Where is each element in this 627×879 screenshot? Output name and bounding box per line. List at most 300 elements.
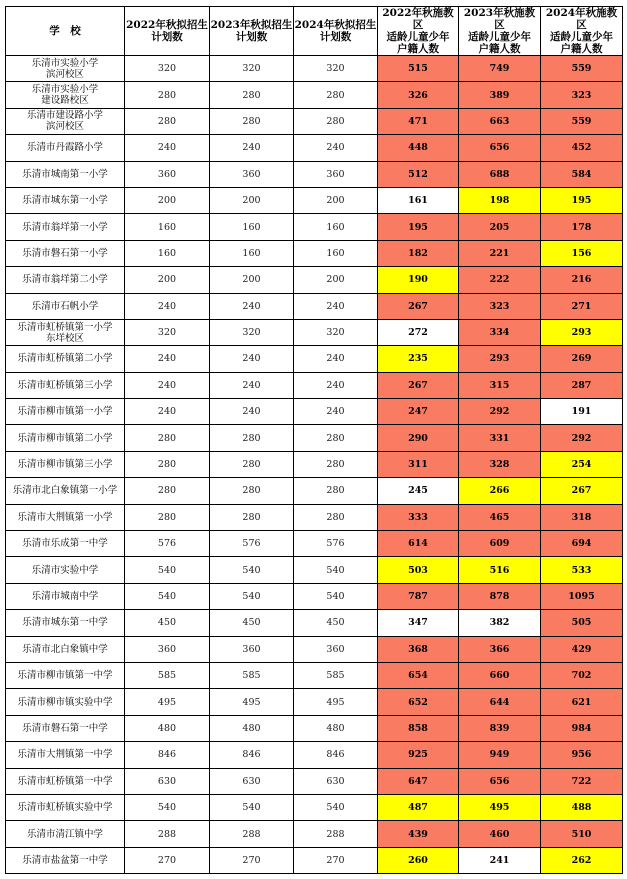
plan-2024-cell: 540 — [294, 583, 378, 609]
header-text: 2022年秋施教区 — [382, 7, 454, 31]
enrollment-2024-cell: 318 — [541, 504, 623, 530]
enrollment-2022-cell: 787 — [378, 583, 459, 609]
school-name: 乐清市磐石第一小学 — [22, 247, 108, 259]
school-name: 乐清市实验小学 — [31, 84, 99, 96]
enrollment-2023-cell: 266 — [459, 478, 541, 504]
plan-2024-cell: 200 — [294, 187, 378, 213]
enrollment-2023-cell: 241 — [459, 847, 541, 873]
plan-2022-cell: 450 — [125, 610, 210, 636]
enrollment-2022-cell: 471 — [378, 108, 459, 134]
enrollment-2024-cell: 488 — [541, 794, 623, 820]
plan-2022-cell: 240 — [125, 135, 210, 161]
table-row — [6, 399, 623, 425]
enrollment-2023-cell: 460 — [459, 821, 541, 847]
enrollment-2023-cell: 660 — [459, 662, 541, 688]
plan-2023-cell: 200 — [210, 267, 294, 293]
enrollment-2024-cell: 178 — [541, 214, 623, 240]
plan-2024-cell: 288 — [294, 821, 378, 847]
header-text: 2023年秋拟招生 — [210, 19, 293, 31]
school-name: 乐清市柳市镇第一小学 — [17, 406, 113, 418]
plan-2024-cell: 495 — [294, 689, 378, 715]
header-text: 计划数 — [151, 31, 183, 43]
plan-2022-cell: 360 — [125, 161, 210, 187]
school-name: 东垟校区 — [45, 332, 84, 344]
enrollment-2023-cell: 198 — [459, 187, 541, 213]
enrollment-2022-cell: 439 — [378, 821, 459, 847]
school-name-cell — [6, 267, 125, 293]
plan-2023-cell: 540 — [210, 794, 294, 820]
header-text: 2022年秋拟招生 — [126, 19, 208, 31]
plan-2024-cell: 630 — [294, 768, 378, 794]
enrollment-2023-cell: 222 — [459, 267, 541, 293]
enrollment-2023-cell: 205 — [459, 214, 541, 240]
enrollment-2022-cell: 161 — [378, 187, 459, 213]
table-row — [6, 715, 623, 741]
enrollment-2022-cell: 195 — [378, 214, 459, 240]
school-name: 乐清市柳市镇第三小学 — [17, 459, 113, 471]
plan-2024-cell: 240 — [294, 293, 378, 319]
plan-2023-cell: 240 — [210, 293, 294, 319]
plan-2024-cell: 450 — [294, 610, 378, 636]
plan-2022-cell: 360 — [125, 636, 210, 662]
table-row — [6, 135, 623, 161]
enrollment-2022-cell: 235 — [378, 346, 459, 372]
header-enrollment-2024 — [541, 7, 623, 56]
plan-2023-cell: 630 — [210, 768, 294, 794]
table-header — [6, 7, 623, 56]
plan-2023-cell: 480 — [210, 715, 294, 741]
table-row — [6, 531, 623, 557]
school-name: 乐清市盐盆第一中学 — [22, 854, 108, 866]
plan-2023-cell: 280 — [210, 425, 294, 451]
plan-2024-cell: 280 — [294, 478, 378, 504]
enrollment-2023-cell: 328 — [459, 451, 541, 477]
school-name-cell — [6, 742, 125, 768]
table-row — [6, 478, 623, 504]
table-row — [6, 372, 623, 398]
enrollment-2022-cell: 448 — [378, 135, 459, 161]
enrollment-2022-cell: 347 — [378, 610, 459, 636]
school-name: 乐清市柳市镇第一中学 — [17, 670, 113, 682]
plan-2024-cell: 540 — [294, 794, 378, 820]
enrollment-2024-cell: 191 — [541, 399, 623, 425]
header-text: 户籍人数 — [397, 43, 439, 55]
school-name-cell — [6, 82, 125, 108]
plan-2022-cell: 495 — [125, 689, 210, 715]
enrollment-2024-cell: 722 — [541, 768, 623, 794]
enrollment-2022-cell: 515 — [378, 56, 459, 82]
table-row — [6, 847, 623, 873]
plan-2022-cell: 280 — [125, 425, 210, 451]
enrollment-2024-cell: 452 — [541, 135, 623, 161]
header-text: 2024年秋拟招生 — [294, 19, 377, 31]
school-name-cell — [6, 108, 125, 134]
school-name: 乐清市虹桥镇第三小学 — [17, 379, 113, 391]
enrollment-2023-cell: 366 — [459, 636, 541, 662]
enrollment-2022-cell: 503 — [378, 557, 459, 583]
school-name-cell — [6, 346, 125, 372]
table-row — [6, 82, 623, 108]
plan-2022-cell: 288 — [125, 821, 210, 847]
table-row — [6, 161, 623, 187]
school-name: 滨河校区 — [45, 68, 84, 80]
enrollment-2024-cell: 559 — [541, 56, 623, 82]
school-name-cell — [6, 531, 125, 557]
enrollment-2022-cell: 858 — [378, 715, 459, 741]
plan-2024-cell: 200 — [294, 267, 378, 293]
table-row — [6, 267, 623, 293]
enrollment-2023-cell: 656 — [459, 135, 541, 161]
plan-2023-cell: 320 — [210, 56, 294, 82]
table-row — [6, 583, 623, 609]
plan-2022-cell: 200 — [125, 267, 210, 293]
table-row — [6, 742, 623, 768]
enrollment-2022-cell: 652 — [378, 689, 459, 715]
table-row — [6, 689, 623, 715]
enrollment-2022-cell: 512 — [378, 161, 459, 187]
plan-2023-cell: 288 — [210, 821, 294, 847]
table-row — [6, 636, 623, 662]
school-name: 乐清市虹桥镇第一小学 — [17, 321, 113, 333]
header-text: 学 校 — [49, 25, 81, 37]
enrollment-2024-cell: 956 — [541, 742, 623, 768]
school-name: 乐清市城东第一小学 — [22, 195, 108, 207]
enrollment-2023-cell: 465 — [459, 504, 541, 530]
table-row — [6, 240, 623, 266]
plan-2022-cell: 630 — [125, 768, 210, 794]
enrollment-2023-cell: 749 — [459, 56, 541, 82]
header-enrollment-2022 — [378, 7, 459, 56]
enrollment-2023-cell: 688 — [459, 161, 541, 187]
school-name: 乐清市石帆小学 — [31, 300, 99, 312]
school-name: 乐清市实验中学 — [31, 564, 99, 576]
table-row — [6, 187, 623, 213]
school-name-cell — [6, 451, 125, 477]
school-name-cell — [6, 372, 125, 398]
school-name: 乐清市乐成第一中学 — [22, 538, 108, 550]
plan-2024-cell: 160 — [294, 240, 378, 266]
enrollment-2024-cell: 156 — [541, 240, 623, 266]
school-name: 乐清市城南第一小学 — [22, 168, 108, 180]
enrollment-2022-cell: 290 — [378, 425, 459, 451]
school-name: 乐清市虹桥镇实验中学 — [17, 802, 113, 814]
enrollment-2024-cell: 292 — [541, 425, 623, 451]
table-row — [6, 821, 623, 847]
enrollment-2022-cell: 925 — [378, 742, 459, 768]
enrollment-2024-cell: 984 — [541, 715, 623, 741]
enrollment-2024-cell: 559 — [541, 108, 623, 134]
enrollment-2022-cell: 326 — [378, 82, 459, 108]
table-row — [6, 768, 623, 794]
plan-2023-cell: 576 — [210, 531, 294, 557]
plan-2024-cell: 360 — [294, 161, 378, 187]
enrollment-2024-cell: 323 — [541, 82, 623, 108]
enrollment-2024-cell: 510 — [541, 821, 623, 847]
header-text: 计划数 — [235, 31, 268, 43]
enrollment-2024-cell: 429 — [541, 636, 623, 662]
enrollment-2024-cell: 694 — [541, 531, 623, 557]
enrollment-2023-cell: 293 — [459, 346, 541, 372]
school-name-cell — [6, 399, 125, 425]
plan-2023-cell: 320 — [210, 319, 294, 345]
plan-2022-cell: 540 — [125, 794, 210, 820]
enrollment-2024-cell: 216 — [541, 267, 623, 293]
enrollment-2023-cell: 663 — [459, 108, 541, 134]
plan-2023-cell: 240 — [210, 399, 294, 425]
enrollment-2023-cell: 334 — [459, 319, 541, 345]
header-text: 2023年秋施教区 — [463, 7, 536, 31]
enrollment-2024-cell: 505 — [541, 610, 623, 636]
header-enrollment-2023 — [459, 7, 541, 56]
enrollment-2022-cell: 245 — [378, 478, 459, 504]
school-name-cell — [6, 135, 125, 161]
school-name-cell — [6, 425, 125, 451]
plan-2023-cell: 200 — [210, 187, 294, 213]
plan-2022-cell: 540 — [125, 583, 210, 609]
school-name-cell — [6, 794, 125, 820]
enrollment-2023-cell: 331 — [459, 425, 541, 451]
plan-2023-cell: 280 — [210, 451, 294, 477]
plan-2024-cell: 280 — [294, 451, 378, 477]
school-name: 滨河校区 — [45, 121, 84, 133]
enrollment-2023-cell: 221 — [459, 240, 541, 266]
plan-2024-cell: 240 — [294, 399, 378, 425]
school-name: 乐清市翁垟第一小学 — [22, 221, 108, 233]
school-name-cell — [6, 187, 125, 213]
plan-2024-cell: 240 — [294, 135, 378, 161]
plan-2023-cell: 450 — [210, 610, 294, 636]
plan-2024-cell: 280 — [294, 504, 378, 530]
enrollment-2024-cell: 269 — [541, 346, 623, 372]
school-name-cell — [6, 319, 125, 345]
header-text: 户籍人数 — [478, 43, 521, 55]
school-name-cell — [6, 240, 125, 266]
school-name: 乐清市虹桥镇第一中学 — [17, 775, 113, 787]
plan-2024-cell: 280 — [294, 425, 378, 451]
enrollment-2022-cell: 647 — [378, 768, 459, 794]
enrollment-2024-cell: 254 — [541, 451, 623, 477]
plan-2024-cell: 585 — [294, 662, 378, 688]
plan-2024-cell: 846 — [294, 742, 378, 768]
enrollment-2023-cell: 315 — [459, 372, 541, 398]
plan-2023-cell: 495 — [210, 689, 294, 715]
table-row — [6, 504, 623, 530]
school-name: 建设路校区 — [41, 95, 89, 107]
school-name: 乐清市大荆镇第一小学 — [17, 511, 113, 523]
plan-2022-cell: 320 — [125, 56, 210, 82]
plan-2023-cell: 160 — [210, 214, 294, 240]
school-name: 乐清市磐石第一中学 — [22, 722, 108, 734]
plan-2022-cell: 160 — [125, 240, 210, 266]
enrollment-2024-cell: 267 — [541, 478, 623, 504]
enrollment-2022-cell: 247 — [378, 399, 459, 425]
plan-2022-cell: 240 — [125, 346, 210, 372]
school-name-cell — [6, 636, 125, 662]
table-row — [6, 214, 623, 240]
school-name: 乐清市柳市镇第二小学 — [17, 432, 113, 444]
plan-2023-cell: 240 — [210, 135, 294, 161]
enrollment-2023-cell: 292 — [459, 399, 541, 425]
plan-2023-cell: 280 — [210, 82, 294, 108]
table-row — [6, 319, 623, 345]
school-name: 乐清市北白象镇中学 — [22, 643, 108, 655]
school-name-cell — [6, 689, 125, 715]
enrollment-2023-cell: 389 — [459, 82, 541, 108]
school-name-cell — [6, 847, 125, 873]
plan-2023-cell: 846 — [210, 742, 294, 768]
school-name-cell — [6, 161, 125, 187]
enrollment-2023-cell: 644 — [459, 689, 541, 715]
header-text: 适龄儿童少年 — [550, 31, 613, 43]
school-name: 乐清市城南中学 — [31, 591, 99, 602]
header-plan-2024 — [294, 7, 378, 56]
table-row — [6, 56, 623, 82]
plan-2023-cell: 280 — [210, 504, 294, 530]
plan-2022-cell: 585 — [125, 662, 210, 688]
plan-2022-cell: 200 — [125, 187, 210, 213]
school-name-cell — [6, 214, 125, 240]
enrollment-2022-cell: 487 — [378, 794, 459, 820]
header-text: 户籍人数 — [560, 43, 603, 55]
enrollment-2022-cell: 272 — [378, 319, 459, 345]
school-name-cell — [6, 768, 125, 794]
school-name-cell — [6, 56, 125, 82]
plan-2022-cell: 240 — [125, 293, 210, 319]
plan-2022-cell: 280 — [125, 478, 210, 504]
table-row — [6, 108, 623, 134]
plan-2024-cell: 280 — [294, 108, 378, 134]
table-row — [6, 610, 623, 636]
plan-2022-cell: 320 — [125, 319, 210, 345]
school-name-cell — [6, 610, 125, 636]
school-name: 乐清市建设路小学 — [26, 110, 103, 122]
table-body — [6, 56, 623, 874]
enrollment-2023-cell: 878 — [459, 583, 541, 609]
enrollment-2022-cell: 260 — [378, 847, 459, 873]
plan-2023-cell: 160 — [210, 240, 294, 266]
plan-2023-cell: 270 — [210, 847, 294, 873]
school-name-cell — [6, 662, 125, 688]
plan-2024-cell: 576 — [294, 531, 378, 557]
table-row — [6, 557, 623, 583]
plan-2023-cell: 240 — [210, 346, 294, 372]
table-row — [6, 293, 623, 319]
enrollment-2023-cell: 839 — [459, 715, 541, 741]
plan-2023-cell: 540 — [210, 557, 294, 583]
plan-2022-cell: 280 — [125, 504, 210, 530]
enrollment-2022-cell: 182 — [378, 240, 459, 266]
plan-2024-cell: 320 — [294, 319, 378, 345]
school-name-cell — [6, 504, 125, 530]
school-name-cell — [6, 293, 125, 319]
header-plan-2023 — [210, 7, 294, 56]
header-text: 适龄儿童少年 — [386, 31, 450, 43]
enrollment-2023-cell: 656 — [459, 768, 541, 794]
plan-2023-cell: 360 — [210, 161, 294, 187]
plan-2022-cell: 240 — [125, 399, 210, 425]
enrollment-2022-cell: 267 — [378, 372, 459, 398]
enrollment-2022-cell: 190 — [378, 267, 459, 293]
plan-2024-cell: 270 — [294, 847, 378, 873]
school-name: 乐清市清江镇中学 — [26, 828, 103, 840]
school-name-cell — [6, 583, 125, 609]
enrollment-2022-cell: 368 — [378, 636, 459, 662]
plan-2022-cell: 480 — [125, 715, 210, 741]
school-name: 乐清市虹桥镇第二小学 — [17, 353, 113, 365]
plan-2024-cell: 540 — [294, 557, 378, 583]
plan-2023-cell: 280 — [210, 478, 294, 504]
enrollment-2024-cell: 287 — [541, 372, 623, 398]
enrollment-2024-cell: 271 — [541, 293, 623, 319]
school-name: 乐清市北白象镇第一小学 — [12, 485, 118, 497]
table-row — [6, 451, 623, 477]
table-row — [6, 662, 623, 688]
enrollment-2022-cell: 654 — [378, 662, 459, 688]
school-name: 乐清市翁垟第二小学 — [22, 274, 108, 286]
enrollment-2023-cell: 495 — [459, 794, 541, 820]
enrollment-2024-cell: 1095 — [541, 583, 623, 609]
plan-2022-cell: 240 — [125, 372, 210, 398]
school-name: 乐清市城东第一中学 — [22, 617, 108, 629]
enrollment-2024-cell: 195 — [541, 187, 623, 213]
table-row — [6, 794, 623, 820]
enrollment-2024-cell: 621 — [541, 689, 623, 715]
school-name-cell — [6, 821, 125, 847]
school-name: 乐清市大荆镇第一中学 — [17, 749, 113, 761]
plan-2024-cell: 160 — [294, 214, 378, 240]
plan-2024-cell: 320 — [294, 56, 378, 82]
enrollment-2022-cell: 267 — [378, 293, 459, 319]
plan-2023-cell: 540 — [210, 583, 294, 609]
plan-2023-cell: 360 — [210, 636, 294, 662]
plan-2022-cell: 160 — [125, 214, 210, 240]
header-school — [6, 7, 125, 56]
enrollment-2023-cell: 609 — [459, 531, 541, 557]
plan-2022-cell: 280 — [125, 82, 210, 108]
school-name: 乐清市丹霞路小学 — [26, 142, 103, 154]
enrollment-2023-cell: 516 — [459, 557, 541, 583]
school-name: 乐清市柳市镇实验中学 — [17, 696, 113, 708]
header-text: 计划数 — [319, 31, 352, 43]
plan-2022-cell: 270 — [125, 847, 210, 873]
enrollment-2024-cell: 702 — [541, 662, 623, 688]
enrollment-2024-cell: 533 — [541, 557, 623, 583]
school-name-cell — [6, 715, 125, 741]
plan-2022-cell: 280 — [125, 108, 210, 134]
plan-2024-cell: 280 — [294, 82, 378, 108]
plan-2022-cell: 280 — [125, 451, 210, 477]
header-row — [6, 7, 623, 56]
table-row — [6, 425, 623, 451]
plan-2023-cell: 240 — [210, 372, 294, 398]
enrollment-2022-cell: 333 — [378, 504, 459, 530]
plan-2022-cell: 540 — [125, 557, 210, 583]
enrollment-2022-cell: 311 — [378, 451, 459, 477]
plan-2024-cell: 240 — [294, 346, 378, 372]
enrollment-table — [5, 6, 623, 874]
enrollment-2023-cell: 949 — [459, 742, 541, 768]
plan-2023-cell: 280 — [210, 108, 294, 134]
plan-2024-cell: 240 — [294, 372, 378, 398]
enrollment-2024-cell: 584 — [541, 161, 623, 187]
school-name: 乐清市实验小学 — [31, 57, 99, 69]
header-text: 适龄儿童少年 — [468, 31, 531, 43]
header-text: 2024年秋施教区 — [545, 7, 618, 31]
plan-2022-cell: 846 — [125, 742, 210, 768]
header-plan-2022 — [125, 7, 210, 56]
plan-2023-cell: 585 — [210, 662, 294, 688]
school-name-cell — [6, 557, 125, 583]
